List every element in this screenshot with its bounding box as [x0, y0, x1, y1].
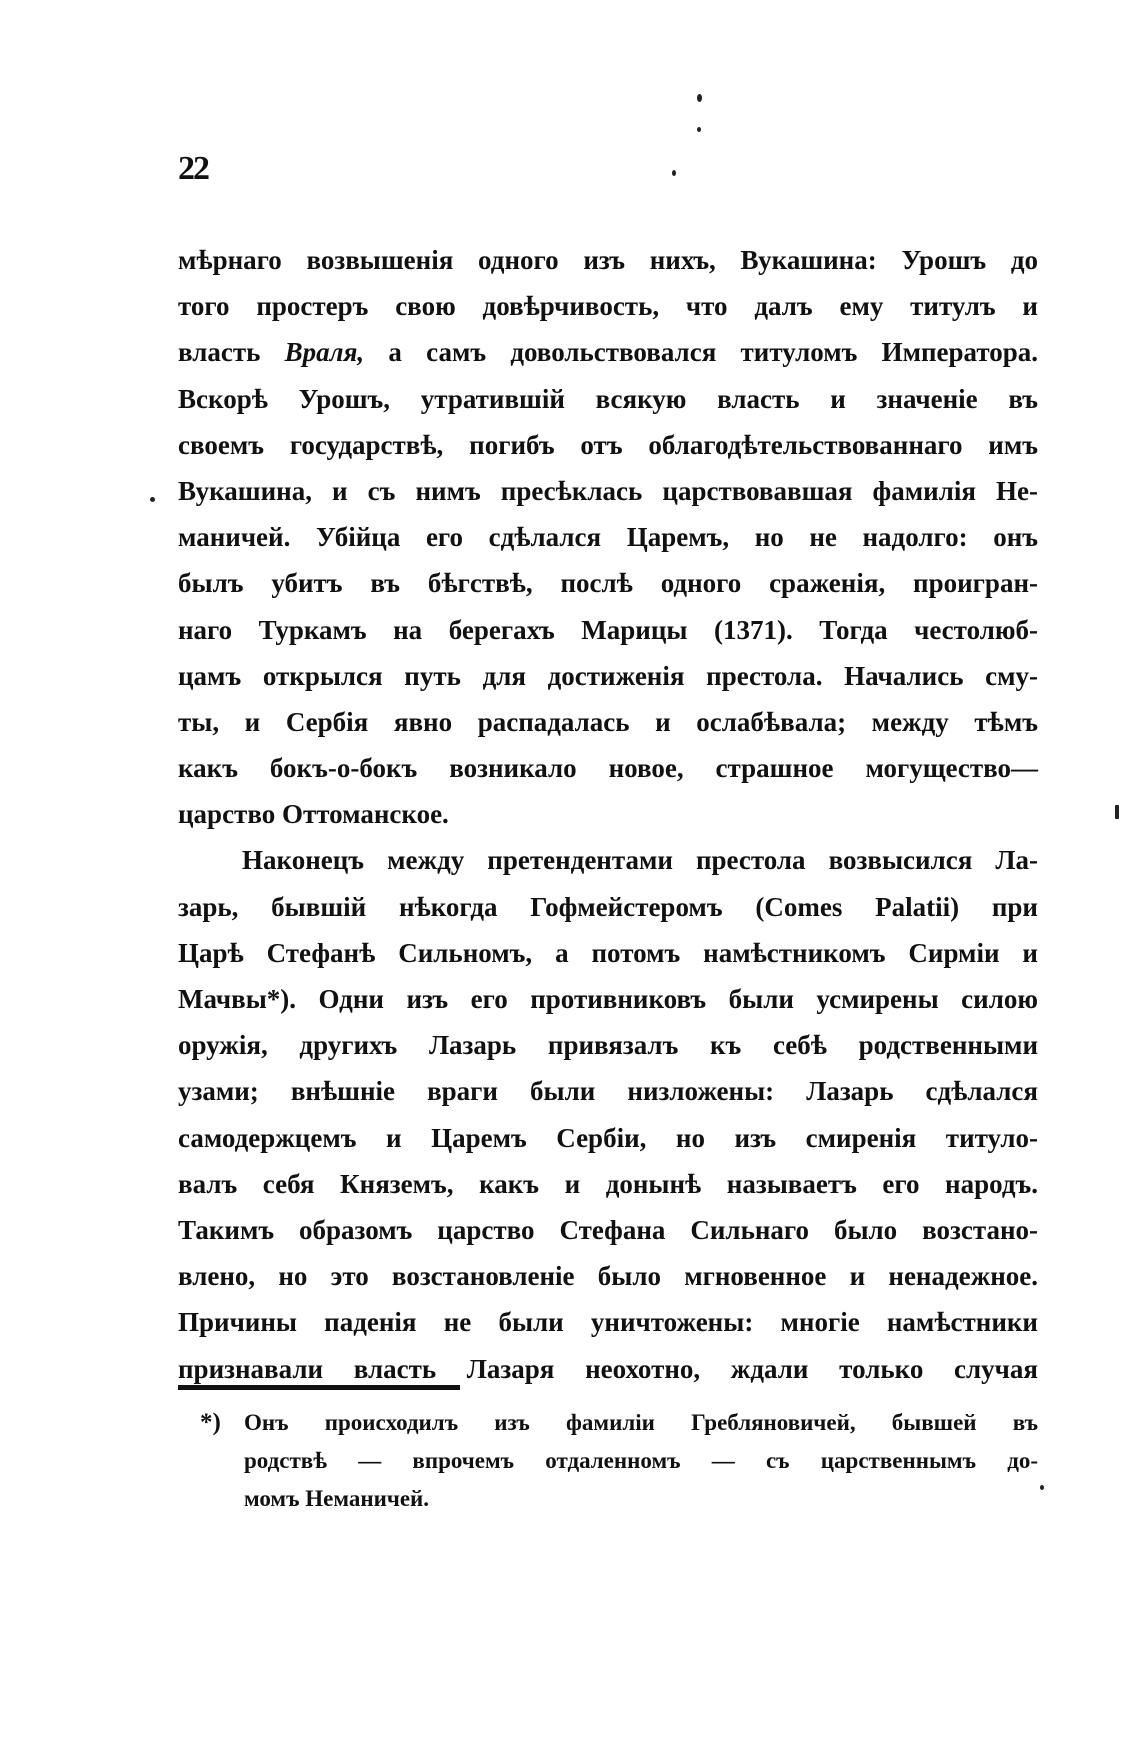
text-line: признавали власть Лазаря неохотно, ждали только случая — [178, 1353, 1038, 1384]
scan-speck — [672, 170, 676, 176]
footnote-line: родствѣ — впрочемъ отдаленномъ — съ царственнымъ до- — [244, 1448, 1038, 1473]
text-fragment: а самъ довольствовался титуломъ Императора. — [388, 337, 1039, 368]
footnote-line: момъ Неманичей. — [244, 1486, 430, 1511]
scan-speck — [1040, 1485, 1044, 1490]
text-line: валъ себя Княземъ, какъ и донынѣ называетъ его народъ. — [178, 1168, 1038, 1199]
text-line: узами; внѣшніе враги были низложены: Лазарь сдѣлался — [178, 1076, 1038, 1107]
text-line: былъ убитъ въ бѣгствѣ, послѣ одного сраженія, проигран- — [178, 568, 1038, 599]
text-line: царство Оттоманское. — [178, 799, 449, 830]
text-line: Мачвы*). Одни изъ его противниковъ были усмирены силою — [178, 984, 1038, 1014]
text-line: влено, но это возстановленіе было мгновенное и ненадежное. — [178, 1261, 1038, 1292]
page-number: 22 — [178, 150, 208, 187]
text-line: самодержцемъ и Царемъ Сербіи, но изъ смиренія титуло- — [178, 1122, 1038, 1153]
text-line: Вскорѣ Урошъ, утратившій всякую власть и значеніе въ — [178, 383, 1038, 414]
text-line: Вукашина, и съ нимъ пресѣклась царствовавшая фамилія Не- — [178, 475, 1038, 506]
text-line: оружія, другихъ Лазарь привязалъ къ себѣ родственными — [178, 1030, 1038, 1061]
scan-speck — [150, 497, 155, 502]
text-line: того простеръ свою довѣрчивость, что далъ ему титулъ и — [178, 291, 1038, 322]
text-line: цамъ открылся путь для достиженія престола. Начались сму- — [178, 660, 1038, 691]
footnote — [178, 1404, 1038, 1518]
footnote-line: Онъ происходилъ изъ фамиліи Гребляновичей, бывшей въ — [244, 1410, 1038, 1435]
text-line: какъ бокъ-о-бокъ возникало новое, страшное могущество— — [178, 753, 1038, 784]
text-line: ты, и Сербія явно распадалась и ослабѣвала; между тѣмъ — [178, 706, 1038, 737]
text-fragment: власть — [178, 337, 261, 368]
footnote-divider — [178, 1385, 460, 1390]
text-line: Такимъ образомъ царство Стефана Сильнаго было возстано- — [178, 1214, 1038, 1245]
text-line: маничей. Убійца его сдѣлался Царемъ, но не надолго: онъ — [178, 522, 1038, 553]
scan-speck — [697, 127, 701, 132]
text-line: Царѣ Стефанѣ Сильномъ, а потомъ намѣстникомъ Сирміи и — [178, 937, 1038, 968]
text-line: наго Туркамъ на берегахъ Марицы (1371). Тогда честолюб- — [178, 614, 1038, 645]
scan-speck — [697, 94, 702, 102]
emphasized-word: Враля, — [284, 337, 365, 368]
text-line: Наконецъ между претендентами престола возвысился Ла- — [242, 845, 1038, 876]
main-text — [178, 237, 1038, 1392]
footnote-marker: *) — [200, 1409, 221, 1436]
text-line: мѣрнаго возвышенія одного изъ нихъ, Вукашина: Урошъ до — [178, 245, 1038, 275]
text-line: Причины паденія не были уничтожены: многіе намѣстники — [178, 1307, 1038, 1338]
text-line — [178, 329, 1038, 375]
text-line: своемъ государствѣ, погибъ отъ облагодѣтельствованнаго имъ — [178, 429, 1038, 460]
scan-speck — [1115, 805, 1119, 819]
text-line: зарь, бывшій нѣкогда Гофмейстеромъ (Comes Palatii) при — [178, 891, 1038, 922]
